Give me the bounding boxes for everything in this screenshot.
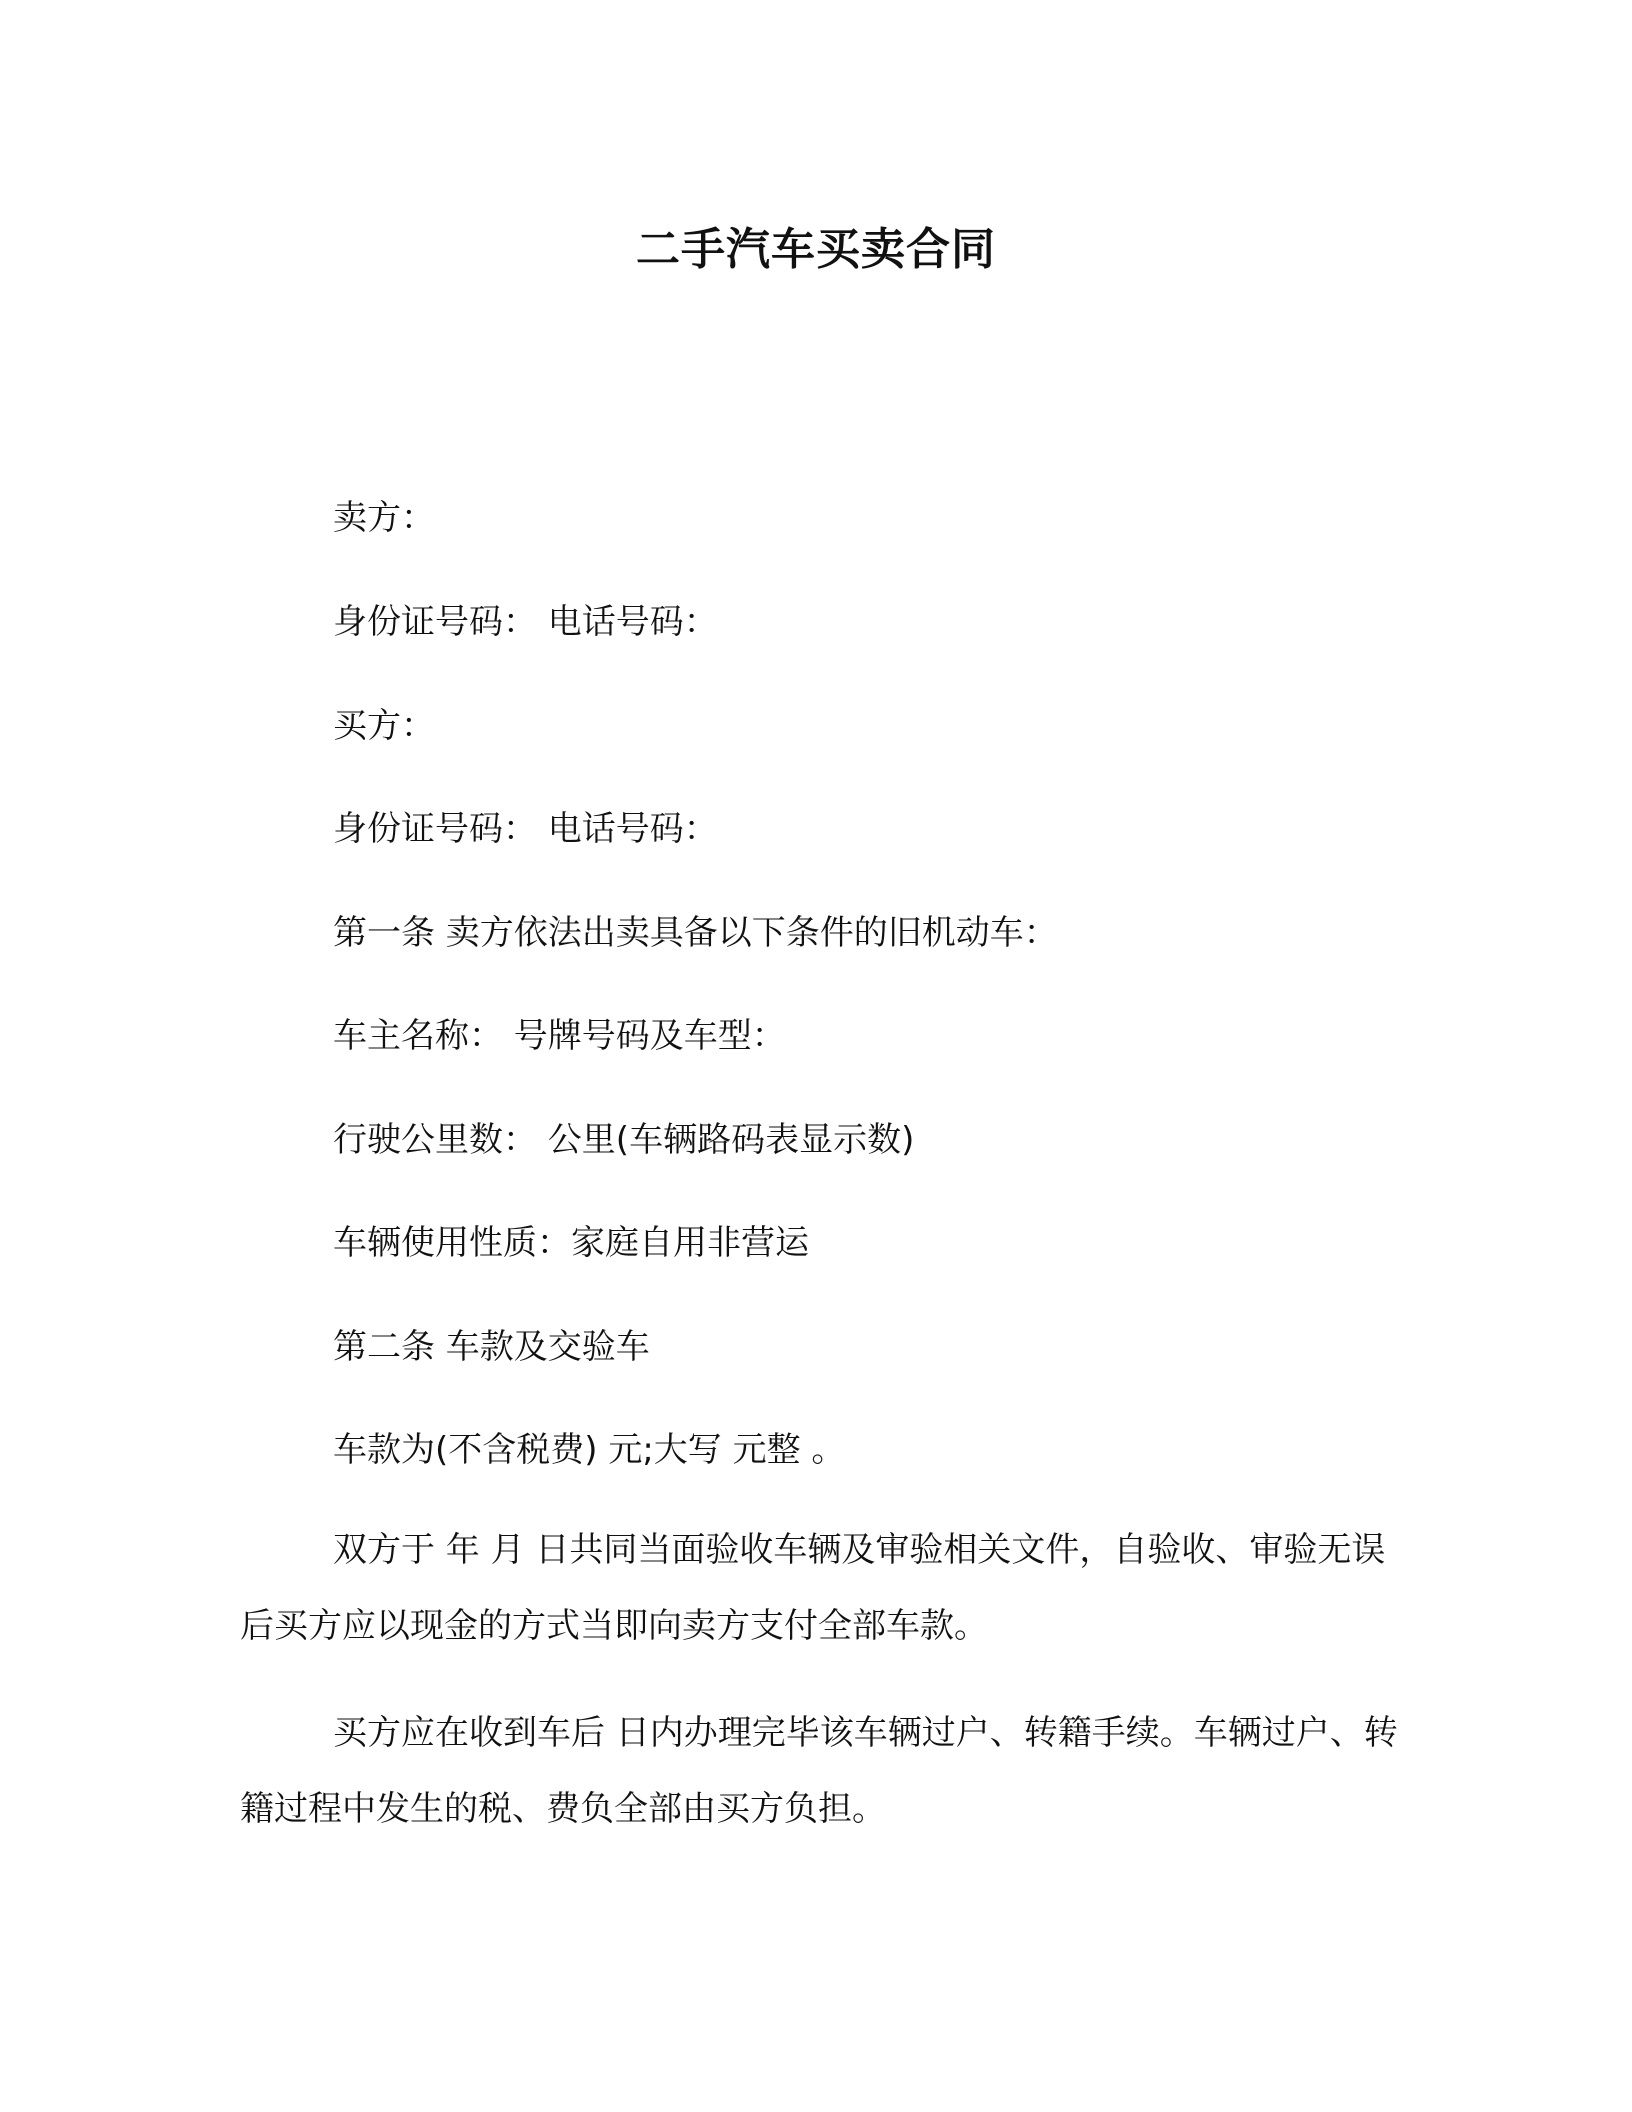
mileage-line: 行驶公里数： 公里(车辆路码表显示数) bbox=[333, 1120, 915, 1160]
article-one-heading: 第一条 卖方依法出卖具备以下条件的旧机动车： bbox=[333, 913, 1058, 953]
document-title: 二手汽车买卖合同 bbox=[636, 224, 996, 275]
transfer-paragraph: 买方应在收到车后 日内办理完毕该车辆过户、转籍手续。车辆过户、转籍过程中发生的税、费负全部由买方负担。 bbox=[240, 1713, 1398, 1829]
vehicle-usage-line: 车辆使用性质：家庭自用非营运 bbox=[333, 1223, 809, 1263]
price-line: 车款为(不含税费) 元;大写 元整 。 bbox=[333, 1430, 846, 1470]
buyer-line: 买方： bbox=[333, 706, 435, 746]
seller-line: 卖方： bbox=[333, 498, 435, 538]
inspection-paragraph: 双方于 年 月 日共同当面验收车辆及审验相关文件，自验收、审验无误后买方应以现金的方式当即向卖方支付全部车款。 bbox=[240, 1530, 1386, 1646]
seller-id-phone-line: 身份证号码： 电话号码： bbox=[333, 602, 718, 642]
owner-plate-line: 车主名称： 号牌号码及车型： bbox=[333, 1016, 786, 1056]
buyer-id-phone-line: 身份证号码： 电话号码： bbox=[333, 809, 718, 849]
article-two-heading: 第二条 车款及交验车 bbox=[333, 1327, 650, 1367]
